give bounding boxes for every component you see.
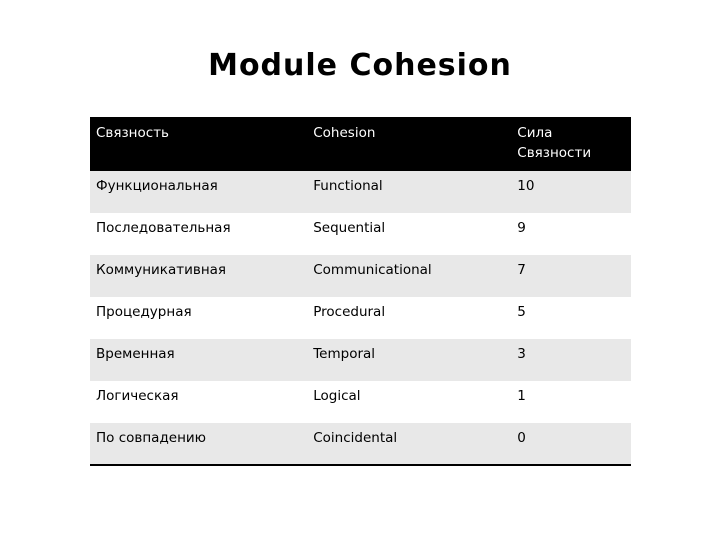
cell-english-name: Logical (313, 388, 361, 404)
slide-title: Module Cohesion (208, 48, 512, 83)
cohesion-table (90, 117, 631, 466)
cell-strength: 10 (517, 178, 535, 194)
cell-russian-name: Логическая (96, 388, 179, 404)
cell-strength: 0 (517, 430, 526, 446)
table-row (90, 171, 631, 213)
cell-russian-name: Коммуникативная (96, 262, 227, 278)
cell-russian-name: По совпадению (96, 430, 207, 446)
header-cell-svyaznost: Связность (96, 125, 170, 141)
cell-english-name: Sequential (313, 220, 386, 236)
cell-russian-name: Временная (96, 346, 175, 362)
cell-english-name: Coincidental (313, 430, 398, 446)
cell-russian-name: Функциональная (96, 178, 218, 194)
cell-strength: 1 (517, 388, 526, 404)
cell-strength: 7 (517, 262, 526, 278)
table-row (90, 255, 631, 297)
cell-english-name: Functional (313, 178, 383, 194)
table-row (90, 423, 631, 465)
table-row (90, 381, 631, 423)
cell-russian-name: Процедурная (96, 304, 192, 320)
table-header-row (90, 117, 631, 171)
header-cell-strength: Сила Связности (517, 125, 592, 161)
cell-english-name: Procedural (313, 304, 386, 320)
cell-english-name: Temporal (313, 346, 376, 362)
cell-strength: 9 (517, 220, 526, 236)
header-cell-cohesion: Cohesion (313, 125, 376, 141)
table-header (90, 117, 631, 171)
cell-strength: 3 (517, 346, 526, 362)
table-body (90, 171, 631, 465)
cell-russian-name: Последовательная (96, 220, 231, 236)
table-row (90, 297, 631, 339)
table-row (90, 339, 631, 381)
table-row (90, 213, 631, 255)
cell-english-name: Communicational (313, 262, 432, 278)
cell-strength: 5 (517, 304, 526, 320)
